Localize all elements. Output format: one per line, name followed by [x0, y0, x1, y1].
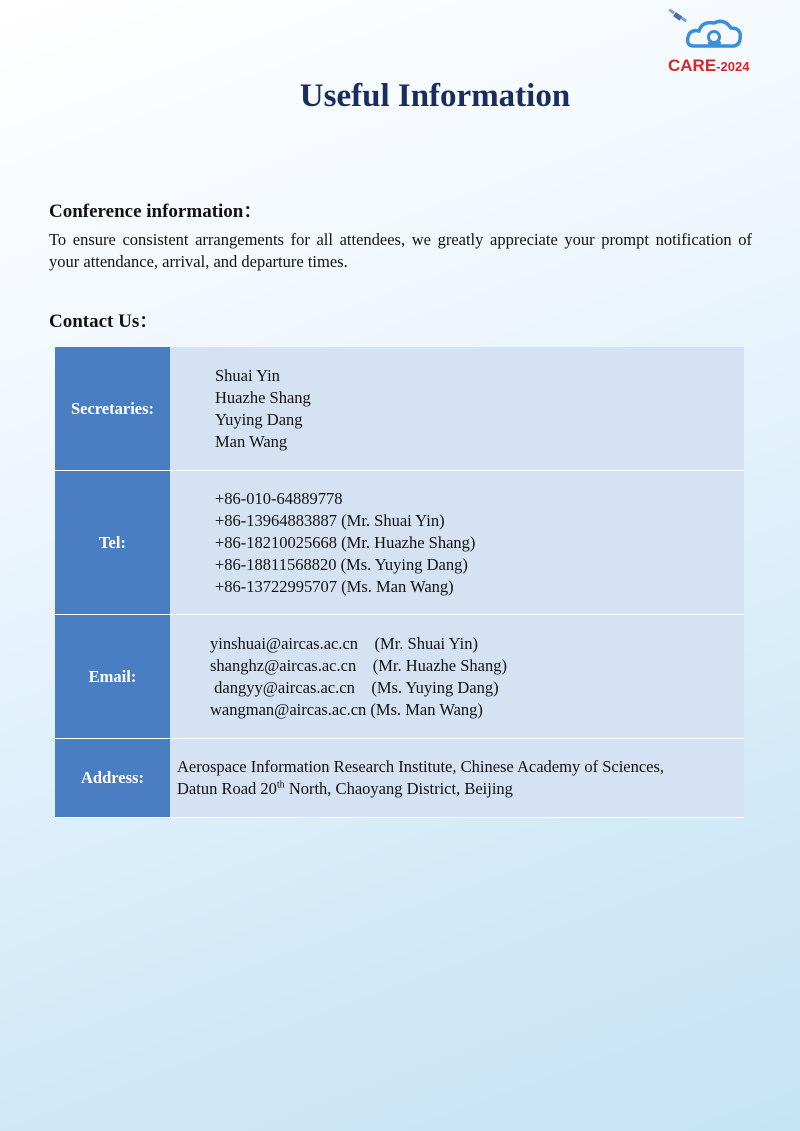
secretaries-value [170, 347, 744, 471]
page-title: Useful Information [299, 78, 571, 114]
list-item: +86-18210025668 (Mr. Huazhe Shang) [215, 532, 476, 552]
conference-heading: Conference information： [49, 201, 263, 222]
address-line-2-start: Datun Road 20 [177, 779, 277, 798]
list-item: Yuying Dang [215, 409, 303, 429]
list-item: +86-010-64889778 [215, 488, 343, 508]
satellite-cloud-icon [664, 6, 774, 56]
list-item: yinshuai@aircas.ac.cn (Mr. Shuai Yin) [210, 633, 478, 653]
tel-label: Tel: [55, 471, 170, 615]
list-item: +86-13722995707 (Ms. Man Wang) [215, 576, 454, 596]
table-row-secretaries [55, 347, 744, 471]
logo-text: CARE [668, 56, 717, 75]
table-row-tel [55, 471, 744, 615]
table-row-address [55, 739, 744, 818]
address-label: Address: [55, 739, 170, 818]
address-line-2 [177, 778, 744, 800]
conference-body: To ensure consistent arrangements for all attendees, we greatly appreciate your prompt notification of your attendance, arrival, and departure times. [49, 230, 752, 271]
list-item: +86-13964883887 (Mr. Shuai Yin) [215, 510, 445, 530]
list-item: wangman@aircas.ac.cn (Ms. Man Wang) [210, 699, 483, 719]
email-label: Email: [55, 615, 170, 739]
list-item: Huazhe Shang [215, 387, 311, 407]
list-item: dangyy@aircas.ac.cn (Ms. Yuying Dang) [210, 677, 499, 697]
address-line-2-end: North, Chaoyang District, Beijing [284, 779, 513, 798]
address-value [170, 739, 744, 818]
contact-heading: Contact Us： [49, 311, 159, 332]
list-item: Shuai Yin [215, 365, 280, 385]
table-row-email [55, 615, 744, 739]
address-line-1: Aerospace Information Research Institute, Chinese Academy of Sciences, [177, 757, 665, 776]
list-item: shanghz@aircas.ac.cn (Mr. Huazhe Shang) [210, 655, 507, 675]
address-ordinal: th [276, 779, 285, 791]
logo-year: -2024 [716, 59, 750, 74]
list-item: Man Wang [215, 431, 288, 451]
secretaries-label: Secretaries: [55, 347, 170, 471]
email-value [170, 615, 744, 739]
tel-value [170, 471, 744, 615]
contact-table [55, 347, 744, 818]
care-logo [664, 6, 774, 76]
list-item: +86-18811568820 (Ms. Yuying Dang) [215, 554, 468, 574]
